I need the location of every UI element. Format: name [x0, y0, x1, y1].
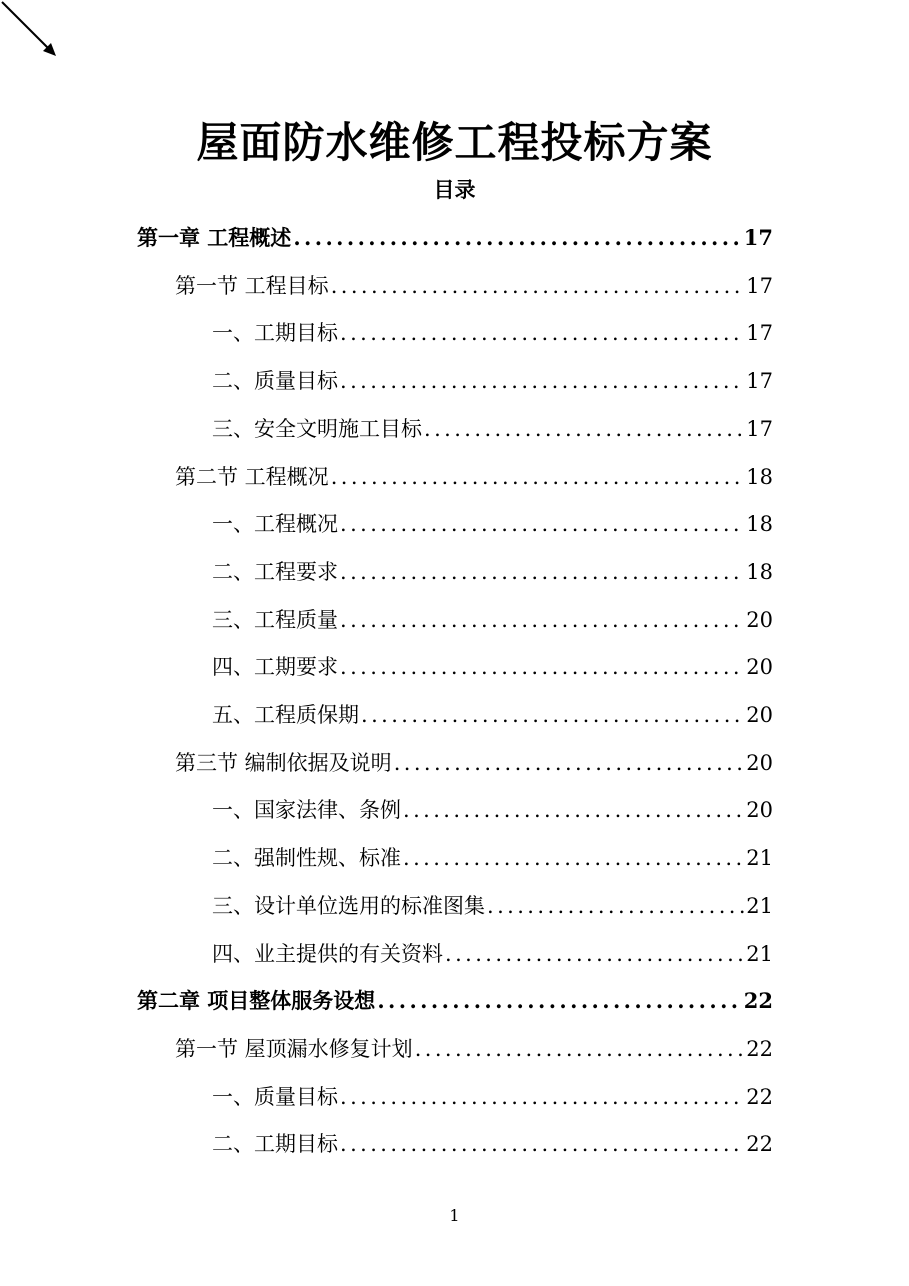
toc-entry[interactable] — [175, 739, 773, 787]
toc-entry[interactable] — [212, 930, 773, 978]
toc-entry[interactable] — [212, 1120, 773, 1168]
toc-dot-leader — [329, 262, 745, 310]
toc-entry[interactable] — [175, 262, 773, 310]
toc-entry-page: 22 — [744, 1120, 773, 1168]
toc-entry-label: 三、设计单位选用的标准图集 — [212, 894, 485, 918]
toc-entry[interactable] — [212, 309, 773, 357]
toc-entry-page: 21 — [744, 930, 773, 978]
toc-entry-label: 三、工程质量 — [212, 608, 338, 632]
toc-dot-leader — [359, 691, 744, 739]
corner-arrow-icon — [0, 0, 60, 60]
toc-entry[interactable] — [212, 405, 773, 453]
toc-heading: 目录 — [433, 177, 476, 202]
toc-dot-leader — [401, 834, 744, 882]
toc-entry-page: 21 — [744, 834, 773, 882]
toc-entry[interactable] — [212, 882, 773, 930]
toc-entry[interactable] — [212, 691, 773, 739]
toc-dot-leader — [329, 453, 745, 501]
toc-entry-label: 第三节 编制依据及说明 — [175, 751, 392, 775]
toc-dot-leader — [401, 786, 744, 834]
toc-entry[interactable] — [212, 357, 773, 405]
toc-entry[interactable] — [175, 453, 773, 501]
toc-dot-leader — [375, 977, 741, 1025]
toc-entry-label: 一、质量目标 — [212, 1085, 338, 1109]
toc-entry-page: 18 — [744, 500, 773, 548]
toc-entry-label: 第一节 屋顶漏水修复计划 — [175, 1037, 413, 1061]
toc-entry-label: 第二节 工程概况 — [175, 465, 329, 489]
toc-entry-label: 第二章 项目整体服务设想 — [137, 988, 376, 1013]
toc-entry-page: 20 — [744, 739, 773, 787]
toc-entry-page: 17 — [742, 214, 773, 262]
toc-entry-page: 18 — [744, 453, 773, 501]
toc-entry[interactable] — [212, 500, 773, 548]
toc-dot-leader — [392, 739, 745, 787]
toc-entry-label: 一、工期目标 — [212, 321, 338, 345]
toc-dot-leader — [422, 405, 744, 453]
toc-entry-page: 22 — [742, 977, 773, 1025]
toc-entry-page: 17 — [744, 357, 773, 405]
toc-entry-page: 17 — [744, 405, 773, 453]
toc-entry-label: 四、业主提供的有关资料 — [212, 942, 443, 966]
toc-entry-page: 18 — [744, 548, 773, 596]
toc-entry-label: 三、安全文明施工目标 — [212, 417, 422, 441]
toc-entry-label: 第一章 工程概述 — [137, 225, 292, 250]
toc-entry-label: 一、工程概况 — [212, 512, 338, 536]
toc-dot-leader — [338, 1073, 744, 1121]
toc-dot-leader — [443, 930, 744, 978]
page-number: 1 — [449, 1206, 460, 1225]
toc-entry-page: 17 — [744, 262, 773, 310]
toc-dot-leader — [413, 1025, 745, 1073]
toc-entry-label: 二、质量目标 — [212, 369, 338, 393]
toc-entry-page: 21 — [744, 882, 773, 930]
toc-dot-leader — [338, 1120, 744, 1168]
toc-entry[interactable] — [212, 834, 773, 882]
toc-entry-page: 20 — [744, 786, 773, 834]
document-title: 屋面防水维修工程投标方案 — [196, 118, 713, 167]
toc-entry[interactable] — [212, 596, 773, 644]
toc-entry[interactable] — [212, 1073, 773, 1121]
toc-dot-leader — [291, 214, 741, 262]
toc-entry[interactable] — [137, 214, 773, 262]
toc-dot-leader — [338, 500, 744, 548]
toc-dot-leader — [338, 357, 744, 405]
toc-entry-page: 22 — [744, 1025, 773, 1073]
toc-entry-label: 二、工程要求 — [212, 560, 338, 584]
toc-entry-page: 20 — [744, 596, 773, 644]
toc-entry[interactable] — [137, 977, 773, 1025]
toc-entry-label: 四、工期要求 — [212, 655, 338, 679]
toc-entry-label: 二、强制性规、标准 — [212, 846, 401, 870]
toc-entry-label: 五、工程质保期 — [212, 703, 359, 727]
toc-entry-page: 22 — [744, 1073, 773, 1121]
toc-dot-leader — [338, 309, 744, 357]
toc-entry[interactable] — [212, 643, 773, 691]
toc-dot-leader — [338, 643, 744, 691]
toc-entry-label: 二、工期目标 — [212, 1132, 338, 1156]
toc-dot-leader — [485, 882, 744, 930]
toc-entry-page: 20 — [744, 643, 773, 691]
toc-entry[interactable] — [175, 1025, 773, 1073]
toc-entry-page: 20 — [744, 691, 773, 739]
toc-entry-label: 一、国家法律、条例 — [212, 798, 401, 822]
toc-entry-label: 第一节 工程目标 — [175, 274, 329, 298]
toc-entry[interactable] — [212, 786, 773, 834]
toc-dot-leader — [338, 548, 744, 596]
toc-dot-leader — [338, 596, 744, 644]
toc-entry[interactable] — [212, 548, 773, 596]
toc-entry-page: 17 — [744, 309, 773, 357]
